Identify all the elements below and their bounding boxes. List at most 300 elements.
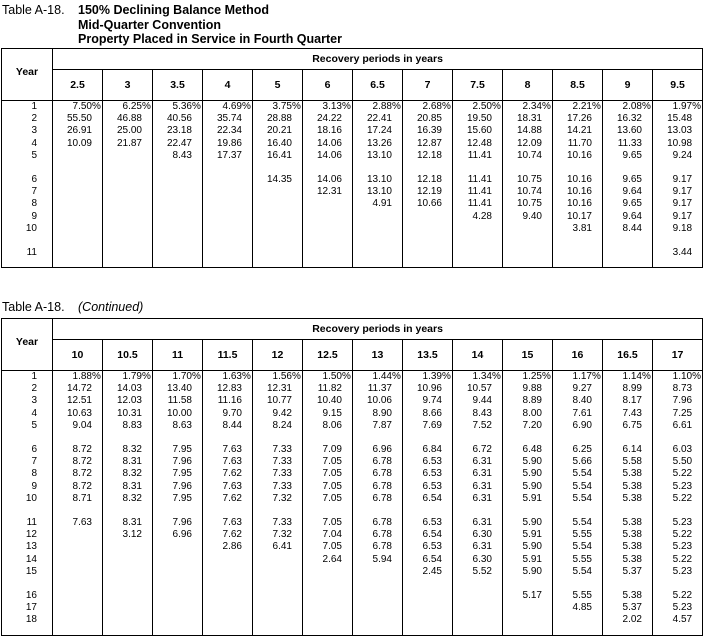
rate-cell: 8.00 bbox=[503, 408, 553, 420]
rate-cell bbox=[53, 162, 103, 174]
table-row-year-11 bbox=[2, 517, 703, 529]
rate-cell bbox=[303, 211, 353, 223]
table-row-year-8 bbox=[2, 468, 703, 480]
table-row-year-3 bbox=[2, 125, 703, 137]
year-cell bbox=[2, 432, 53, 444]
rate-cell bbox=[553, 162, 603, 174]
rate-cell bbox=[103, 223, 153, 235]
rate-cell: 8.31 bbox=[103, 481, 153, 493]
rate-cell: 7.04 bbox=[303, 529, 353, 541]
rate-cell: 8.17 bbox=[603, 395, 653, 407]
rate-cell: 16.41 bbox=[253, 150, 303, 162]
rate-cell: 5.54 bbox=[553, 468, 603, 480]
rate-cell: 5.58 bbox=[603, 456, 653, 468]
rate-cell: 13.40 bbox=[153, 383, 203, 395]
rate-cell: 2.34% bbox=[503, 101, 553, 114]
rate-cell: 14.35 bbox=[253, 174, 303, 186]
rate-cell bbox=[203, 614, 253, 626]
column-header-11-5: 11.5 bbox=[203, 340, 253, 371]
rate-cell bbox=[203, 566, 253, 578]
rate-cell bbox=[53, 235, 103, 247]
rate-cell bbox=[453, 223, 503, 235]
table-row-year-10 bbox=[2, 493, 703, 505]
rate-cell: 8.72 bbox=[53, 456, 103, 468]
rate-cell: 6.30 bbox=[453, 554, 503, 566]
rate-cell: 6.31 bbox=[453, 541, 503, 553]
rate-cell bbox=[53, 590, 103, 602]
rate-cell bbox=[103, 627, 153, 636]
rate-cell: 5.55 bbox=[553, 554, 603, 566]
rate-cell: 5.55 bbox=[553, 590, 603, 602]
column-header-16: 16 bbox=[553, 340, 603, 371]
rate-cell bbox=[553, 432, 603, 444]
rate-cell: 18.16 bbox=[303, 125, 353, 137]
rate-cell: 12.31 bbox=[303, 186, 353, 198]
rate-cell: 6.72 bbox=[453, 444, 503, 456]
rate-cell bbox=[153, 578, 203, 590]
rate-cell: 14.88 bbox=[503, 125, 553, 137]
rate-cell: 22.41 bbox=[353, 113, 403, 125]
table-row-year-13 bbox=[2, 541, 703, 553]
rate-cell bbox=[453, 627, 503, 636]
rate-cell: 6.53 bbox=[403, 468, 453, 480]
rate-cell bbox=[503, 627, 553, 636]
year-cell: 14 bbox=[25, 553, 37, 565]
rate-cell bbox=[303, 247, 353, 259]
rate-cell: 19.50 bbox=[453, 113, 503, 125]
rate-cell: 7.63 bbox=[53, 517, 103, 529]
rate-cell: 10.16 bbox=[553, 150, 603, 162]
rate-cell: 4.57 bbox=[653, 614, 703, 626]
column-header-6-5: 6.5 bbox=[353, 70, 403, 101]
rate-cell bbox=[503, 235, 553, 247]
rate-cell bbox=[403, 235, 453, 247]
rate-cell bbox=[453, 432, 503, 444]
year-cell: 4 bbox=[31, 407, 37, 419]
rate-cell: 5.91 bbox=[503, 529, 553, 541]
rate-cell bbox=[653, 627, 703, 636]
rate-cell: 9.15 bbox=[303, 408, 353, 420]
rate-cell bbox=[253, 627, 303, 636]
rate-cell: 9.17 bbox=[653, 198, 703, 210]
rate-cell: 7.52 bbox=[453, 420, 503, 432]
table-row-year-4 bbox=[2, 408, 703, 420]
rate-cell: 8.73 bbox=[653, 383, 703, 395]
table-row-year-3 bbox=[2, 395, 703, 407]
rate-cell: 1.88% bbox=[53, 371, 103, 384]
rate-cell bbox=[353, 578, 403, 590]
rate-cell: 6.78 bbox=[353, 517, 403, 529]
rate-cell: 1.17% bbox=[553, 371, 603, 384]
rate-cell: 19.86 bbox=[203, 138, 253, 150]
rate-cell bbox=[53, 198, 103, 210]
rate-cell: 8.06 bbox=[303, 420, 353, 432]
rate-cell bbox=[303, 223, 353, 235]
rate-cell bbox=[603, 432, 653, 444]
rate-cell: 8.83 bbox=[103, 420, 153, 432]
rate-cell bbox=[103, 247, 153, 259]
rate-cell bbox=[53, 566, 103, 578]
rate-cell: 5.91 bbox=[503, 493, 553, 505]
rate-cell: 6.30 bbox=[453, 529, 503, 541]
continued-title bbox=[2, 300, 143, 315]
rate-cell: 12.31 bbox=[253, 383, 303, 395]
rate-cell: 9.65 bbox=[603, 174, 653, 186]
rate-cell bbox=[303, 590, 353, 602]
rate-cell bbox=[53, 259, 103, 268]
rate-cell bbox=[103, 432, 153, 444]
rate-cell: 17.24 bbox=[353, 125, 403, 137]
rate-cell: 7.62 bbox=[203, 529, 253, 541]
rate-cell: 5.66 bbox=[553, 456, 603, 468]
rate-cell: 9.44 bbox=[453, 395, 503, 407]
rate-cell: 9.40 bbox=[503, 211, 553, 223]
rate-cell: 7.96 bbox=[153, 481, 203, 493]
rate-cell: 6.90 bbox=[553, 420, 603, 432]
year-cell: 11 bbox=[26, 247, 37, 259]
year-cell: 12 bbox=[25, 529, 37, 541]
rate-cell: 2.86 bbox=[203, 541, 253, 553]
rate-cell: 10.40 bbox=[303, 395, 353, 407]
year-cell: 4 bbox=[31, 137, 37, 149]
rate-cell bbox=[403, 223, 453, 235]
year-cell: 2 bbox=[31, 113, 37, 125]
rate-cell: 7.63 bbox=[203, 444, 253, 456]
column-header-2-5: 2.5 bbox=[53, 70, 103, 101]
rate-cell bbox=[503, 223, 553, 235]
year-cell: 15 bbox=[25, 565, 37, 577]
rate-cell bbox=[153, 554, 203, 566]
rate-cell: 5.50 bbox=[653, 456, 703, 468]
rate-cell bbox=[53, 505, 103, 517]
rate-cell bbox=[203, 235, 253, 247]
rate-cell: 8.43 bbox=[453, 408, 503, 420]
rate-cell: 7.33 bbox=[253, 456, 303, 468]
rate-cell: 16.32 bbox=[603, 113, 653, 125]
table-row-year-15 bbox=[2, 566, 703, 578]
rate-cell bbox=[53, 186, 103, 198]
year-cell: 2 bbox=[31, 383, 37, 395]
year-cell bbox=[2, 259, 53, 268]
rate-cell bbox=[303, 578, 353, 590]
rate-cell bbox=[353, 259, 403, 268]
rate-cell: 6.84 bbox=[403, 444, 453, 456]
rate-cell: 9.17 bbox=[653, 174, 703, 186]
rate-cell bbox=[253, 566, 303, 578]
rate-cell bbox=[53, 247, 103, 259]
rate-cell: 5.23 bbox=[653, 541, 703, 553]
rate-cell: 11.37 bbox=[353, 383, 403, 395]
rate-cell: 1.44% bbox=[353, 371, 403, 384]
table-title bbox=[2, 3, 342, 47]
rate-cell: 10.77 bbox=[253, 395, 303, 407]
rate-cell: 7.96 bbox=[653, 395, 703, 407]
rate-cell: 7.32 bbox=[253, 529, 303, 541]
rate-cell: 5.23 bbox=[653, 566, 703, 578]
rate-cell: 8.40 bbox=[553, 395, 603, 407]
rate-cell: 6.31 bbox=[453, 456, 503, 468]
spacer-row bbox=[2, 432, 703, 444]
rate-cell bbox=[153, 211, 203, 223]
rate-cell bbox=[653, 505, 703, 517]
rate-cell bbox=[403, 505, 453, 517]
rate-cell: 5.38 bbox=[603, 590, 653, 602]
rate-cell: 10.31 bbox=[103, 408, 153, 420]
rate-cell bbox=[153, 235, 203, 247]
rate-cell: 1.70% bbox=[153, 371, 203, 384]
rate-cell bbox=[403, 211, 453, 223]
rate-cell: 5.22 bbox=[653, 590, 703, 602]
table-row-year-9 bbox=[2, 481, 703, 493]
rate-cell bbox=[503, 505, 553, 517]
rate-cell bbox=[403, 627, 453, 636]
rate-cell: 6.96 bbox=[353, 444, 403, 456]
rate-cell bbox=[353, 223, 403, 235]
rate-cell: 16.40 bbox=[253, 138, 303, 150]
column-header-8-5: 8.5 bbox=[553, 70, 603, 101]
rate-cell bbox=[503, 432, 553, 444]
rate-cell bbox=[253, 223, 303, 235]
rate-cell: 5.54 bbox=[553, 517, 603, 529]
rate-cell bbox=[303, 566, 353, 578]
rate-cell: 28.88 bbox=[253, 113, 303, 125]
rate-cell: 5.22 bbox=[653, 529, 703, 541]
rate-cell bbox=[503, 259, 553, 268]
year-cell: 1 bbox=[31, 101, 37, 112]
rate-cell bbox=[203, 554, 253, 566]
rate-cell: 10.00 bbox=[153, 408, 203, 420]
rate-cell bbox=[203, 211, 253, 223]
rate-cell: 6.31 bbox=[453, 493, 503, 505]
rate-cell bbox=[103, 259, 153, 268]
year-cell bbox=[2, 505, 53, 517]
year-cell: 17 bbox=[25, 602, 37, 614]
rate-cell bbox=[453, 247, 503, 259]
rate-cell bbox=[253, 554, 303, 566]
rate-cell: 9.17 bbox=[653, 186, 703, 198]
rate-cell: 5.38 bbox=[603, 541, 653, 553]
rate-cell bbox=[153, 186, 203, 198]
rate-cell bbox=[203, 627, 253, 636]
rate-cell: 1.39% bbox=[403, 371, 453, 384]
rate-cell bbox=[503, 602, 553, 614]
rate-cell: 6.41 bbox=[253, 541, 303, 553]
rate-cell bbox=[553, 247, 603, 259]
rate-cell: 11.82 bbox=[303, 383, 353, 395]
rate-cell bbox=[453, 162, 503, 174]
rate-cell: 8.99 bbox=[603, 383, 653, 395]
rate-cell bbox=[203, 162, 253, 174]
rate-cell: 5.38 bbox=[603, 481, 653, 493]
rate-cell: 3.81 bbox=[553, 223, 603, 235]
rate-cell: 14.06 bbox=[303, 150, 353, 162]
year-cell: 7 bbox=[31, 456, 37, 468]
rate-cell: 1.79% bbox=[103, 371, 153, 384]
rate-cell bbox=[553, 614, 603, 626]
rate-cell: 8.31 bbox=[103, 517, 153, 529]
rate-cell: 5.90 bbox=[503, 468, 553, 480]
rate-cell: 4.69% bbox=[203, 101, 253, 114]
rate-cell bbox=[103, 162, 153, 174]
rate-cell bbox=[603, 627, 653, 636]
rate-cell bbox=[503, 614, 553, 626]
rate-cell bbox=[53, 174, 103, 186]
column-header-13-5: 13.5 bbox=[403, 340, 453, 371]
year-cell bbox=[2, 627, 53, 636]
rate-cell: 10.98 bbox=[653, 138, 703, 150]
rate-cell: 8.72 bbox=[53, 468, 103, 480]
rate-cell bbox=[203, 198, 253, 210]
rate-cell bbox=[103, 186, 153, 198]
rate-cell bbox=[53, 223, 103, 235]
rate-cell: 6.78 bbox=[353, 541, 403, 553]
rate-cell: 4.28 bbox=[453, 211, 503, 223]
column-header-10-5: 10.5 bbox=[103, 340, 153, 371]
rate-cell bbox=[303, 614, 353, 626]
table-row-year-2 bbox=[2, 113, 703, 125]
rate-cell: 1.97% bbox=[653, 101, 703, 114]
rate-cell: 10.06 bbox=[353, 395, 403, 407]
depreciation-table-continued bbox=[1, 318, 703, 636]
column-header-11: 11 bbox=[153, 340, 203, 371]
title-line-1: 150% Declining Balance Method bbox=[78, 3, 270, 17]
rate-cell: 7.05 bbox=[303, 517, 353, 529]
rate-cell: 2.02 bbox=[603, 614, 653, 626]
rate-cell: 13.10 bbox=[353, 150, 403, 162]
rate-cell bbox=[153, 162, 203, 174]
column-header-14: 14 bbox=[453, 340, 503, 371]
rate-cell: 10.96 bbox=[403, 383, 453, 395]
year-cell: 9 bbox=[31, 480, 37, 492]
year-cell: 18 bbox=[25, 614, 37, 626]
rate-cell: 8.89 bbox=[503, 395, 553, 407]
rate-cell: 5.52 bbox=[453, 566, 503, 578]
rate-cell: 1.10% bbox=[653, 371, 703, 384]
rate-cell bbox=[603, 259, 653, 268]
rate-cell bbox=[303, 627, 353, 636]
table-row-year-9 bbox=[2, 211, 703, 223]
rate-cell: 26.91 bbox=[53, 125, 103, 137]
recovery-periods-header: Recovery periods in years bbox=[53, 49, 703, 70]
rate-cell bbox=[103, 211, 153, 223]
rate-cell: 10.57 bbox=[453, 383, 503, 395]
rate-cell: 8.90 bbox=[353, 408, 403, 420]
rate-cell: 9.42 bbox=[253, 408, 303, 420]
table-row-year-2 bbox=[2, 383, 703, 395]
rate-cell: 6.53 bbox=[403, 456, 453, 468]
rate-cell: 10.17 bbox=[553, 211, 603, 223]
rate-cell: 7.95 bbox=[153, 493, 203, 505]
rate-cell: 5.23 bbox=[653, 602, 703, 614]
rate-cell bbox=[153, 198, 203, 210]
rate-cell: 7.05 bbox=[303, 541, 353, 553]
year-header: Year bbox=[2, 319, 53, 371]
rate-cell bbox=[403, 602, 453, 614]
rate-cell: 8.63 bbox=[153, 420, 203, 432]
rate-cell bbox=[203, 186, 253, 198]
rate-cell bbox=[603, 578, 653, 590]
table-row-year-4 bbox=[2, 138, 703, 150]
rate-cell: 10.75 bbox=[503, 174, 553, 186]
rate-cell: 6.54 bbox=[403, 554, 453, 566]
rate-cell: 2.45 bbox=[403, 566, 453, 578]
table-row-year-17 bbox=[2, 602, 703, 614]
rate-cell: 21.87 bbox=[103, 138, 153, 150]
spacer-row bbox=[2, 505, 703, 517]
column-header-10: 10 bbox=[53, 340, 103, 371]
rate-cell bbox=[203, 432, 253, 444]
rate-cell bbox=[403, 590, 453, 602]
rate-cell: 10.16 bbox=[553, 174, 603, 186]
rate-cell: 10.09 bbox=[53, 138, 103, 150]
rate-cell bbox=[53, 432, 103, 444]
rate-cell: 7.62 bbox=[203, 493, 253, 505]
rate-cell: 9.04 bbox=[53, 420, 103, 432]
rate-cell: 22.34 bbox=[203, 125, 253, 137]
rate-cell: 15.60 bbox=[453, 125, 503, 137]
title-line-2: Mid-Quarter Convention bbox=[78, 17, 222, 32]
rate-cell bbox=[153, 614, 203, 626]
rate-cell bbox=[53, 541, 103, 553]
rate-cell bbox=[453, 235, 503, 247]
rate-cell bbox=[253, 247, 303, 259]
rate-cell bbox=[103, 578, 153, 590]
rate-cell: 46.88 bbox=[103, 113, 153, 125]
rate-cell bbox=[503, 247, 553, 259]
rate-cell: 5.38 bbox=[603, 493, 653, 505]
rate-cell bbox=[603, 505, 653, 517]
rate-cell: 11.58 bbox=[153, 395, 203, 407]
table-row-year-10 bbox=[2, 223, 703, 235]
rate-cell bbox=[653, 578, 703, 590]
column-header-4: 4 bbox=[203, 70, 253, 101]
rate-cell bbox=[553, 235, 603, 247]
rate-cell: 2.08% bbox=[603, 101, 653, 114]
rate-cell bbox=[153, 505, 203, 517]
rate-cell: 6.78 bbox=[353, 481, 403, 493]
rate-cell: 7.61 bbox=[553, 408, 603, 420]
rate-cell bbox=[153, 590, 203, 602]
rate-cell bbox=[253, 432, 303, 444]
rate-cell: 8.32 bbox=[103, 444, 153, 456]
rate-cell: 6.54 bbox=[403, 529, 453, 541]
rate-cell: 9.74 bbox=[403, 395, 453, 407]
rate-cell bbox=[253, 505, 303, 517]
rate-cell bbox=[353, 566, 403, 578]
year-cell bbox=[2, 162, 53, 174]
column-header-15: 15 bbox=[503, 340, 553, 371]
rate-cell: 9.17 bbox=[653, 211, 703, 223]
year-cell: 13 bbox=[25, 541, 37, 553]
table-row-year-8 bbox=[2, 198, 703, 210]
rate-cell: 7.62 bbox=[203, 468, 253, 480]
rate-cell: 6.03 bbox=[653, 444, 703, 456]
rate-cell bbox=[353, 247, 403, 259]
rate-cell bbox=[153, 247, 203, 259]
column-header-8: 8 bbox=[503, 70, 553, 101]
spacer-row bbox=[2, 259, 703, 268]
table-row-year-6 bbox=[2, 444, 703, 456]
rate-cell: 7.63 bbox=[203, 456, 253, 468]
rate-cell bbox=[553, 627, 603, 636]
rate-cell: 5.23 bbox=[653, 517, 703, 529]
rate-cell: 2.50% bbox=[453, 101, 503, 114]
rate-cell: 7.95 bbox=[153, 468, 203, 480]
rate-cell bbox=[253, 186, 303, 198]
rate-cell: 13.03 bbox=[653, 125, 703, 137]
spacer-row bbox=[2, 578, 703, 590]
column-header-13: 13 bbox=[353, 340, 403, 371]
